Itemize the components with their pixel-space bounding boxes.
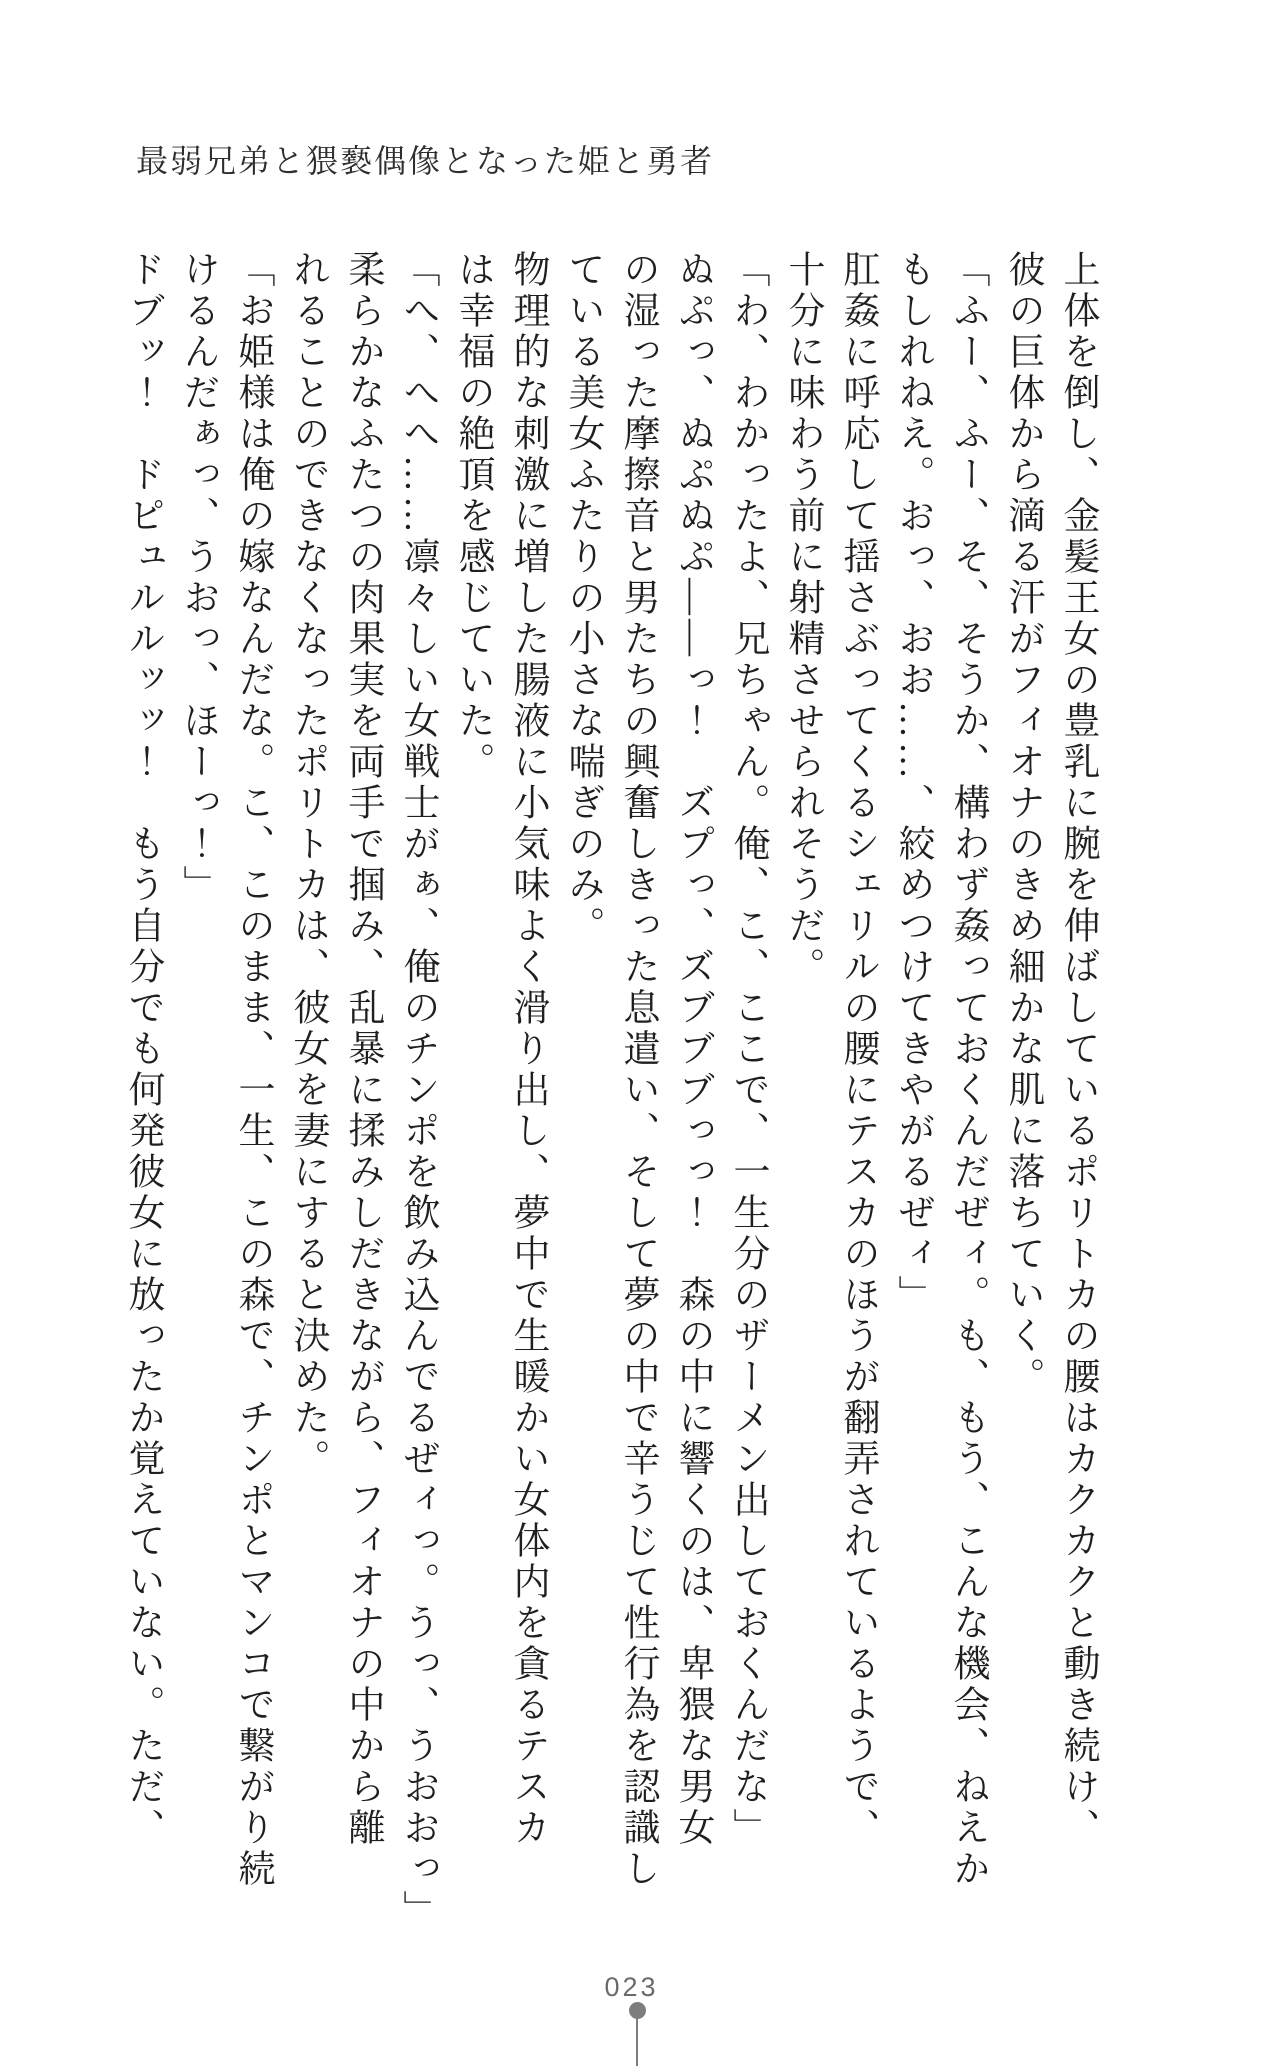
folio-marker-dot-icon (629, 2002, 646, 2019)
text-line: の湿った摩擦音と男たちの興奮しきった息遣い、そして夢の中で辛うじて性行為を認識し (617, 250, 658, 1890)
body-text-block (115, 250, 1105, 1931)
text-line: ている美女ふたりの小さな喘ぎのみ。 (562, 250, 603, 947)
text-line: 「ふー、ふー、そ、そうか、構わず姦っておくんだぜィ。も、もう、こんな機会、ねえか (947, 250, 988, 1890)
text-line: ドブッ！ ドピュルルッッ！ もう自分でも何発彼女に放ったか覚えていない。ただ、 (122, 250, 163, 1849)
text-line: 肛姦に呼応して揺さぶってくるシェリルの腰にテスカのほうが翻弄されているようで、 (837, 250, 878, 1849)
text-line: 「へ、へへ……凛々しい女戦士がぁ、俺のチンポを飲み込んでるぜィっ。うっ、うおおっ」 (397, 250, 438, 1931)
text-line: 物理的な刺激に増した腸液に小気味よく滑り出し、夢中で生暖かい女体内を貪るテスカ (507, 250, 548, 1849)
text-line: けるんだぁっ、うおっ、ほーっ！」 (177, 250, 218, 906)
text-line: 「お姫様は俺の嫁なんだな。こ、このまま、一生、この森で、チンポとマンコで繋がり続 (232, 250, 273, 1890)
text-line: もしれねえ。おっ、おお……、絞めつけてきやがるぜィ」 (892, 250, 933, 1316)
text-line: 柔らかなふたつの肉果実を両手で掴み、乱暴に揉みしだきながら、フィオナの中から離 (342, 250, 383, 1849)
text-line: れることのできなくなったポリトカは、彼女を妻にすると決めた。 (287, 250, 328, 1480)
text-line: 上体を倒し、金髪王女の豊乳に腕を伸ばしているポリトカの腰はカクカクと動き続け、 (1057, 250, 1098, 1849)
folio-marker-line (636, 2018, 638, 2066)
text-line: 「わ、わかったよ、兄ちゃん。俺、こ、ここで、一生分のザーメン出しておくんだな」 (727, 250, 768, 1849)
text-line: 十分に味わう前に射精させられそうだ。 (782, 250, 823, 988)
text-line: 彼の巨体から滴る汗がフィオナのきめ細かな肌に落ちていく。 (1002, 250, 1043, 1398)
text-line: ぬぷっ、ぬぷぬぷ――っ！ ズプっ、ズブブブっっ！ 森の中に響くのは、卑猥な男女 (672, 250, 713, 1849)
page-number: 023 (604, 1972, 659, 2002)
running-header-title: 最弱兄弟と猥褻偶像となった姫と勇者 (136, 143, 715, 179)
text-line: は幸福の絶頂を感じていた。 (452, 250, 493, 783)
